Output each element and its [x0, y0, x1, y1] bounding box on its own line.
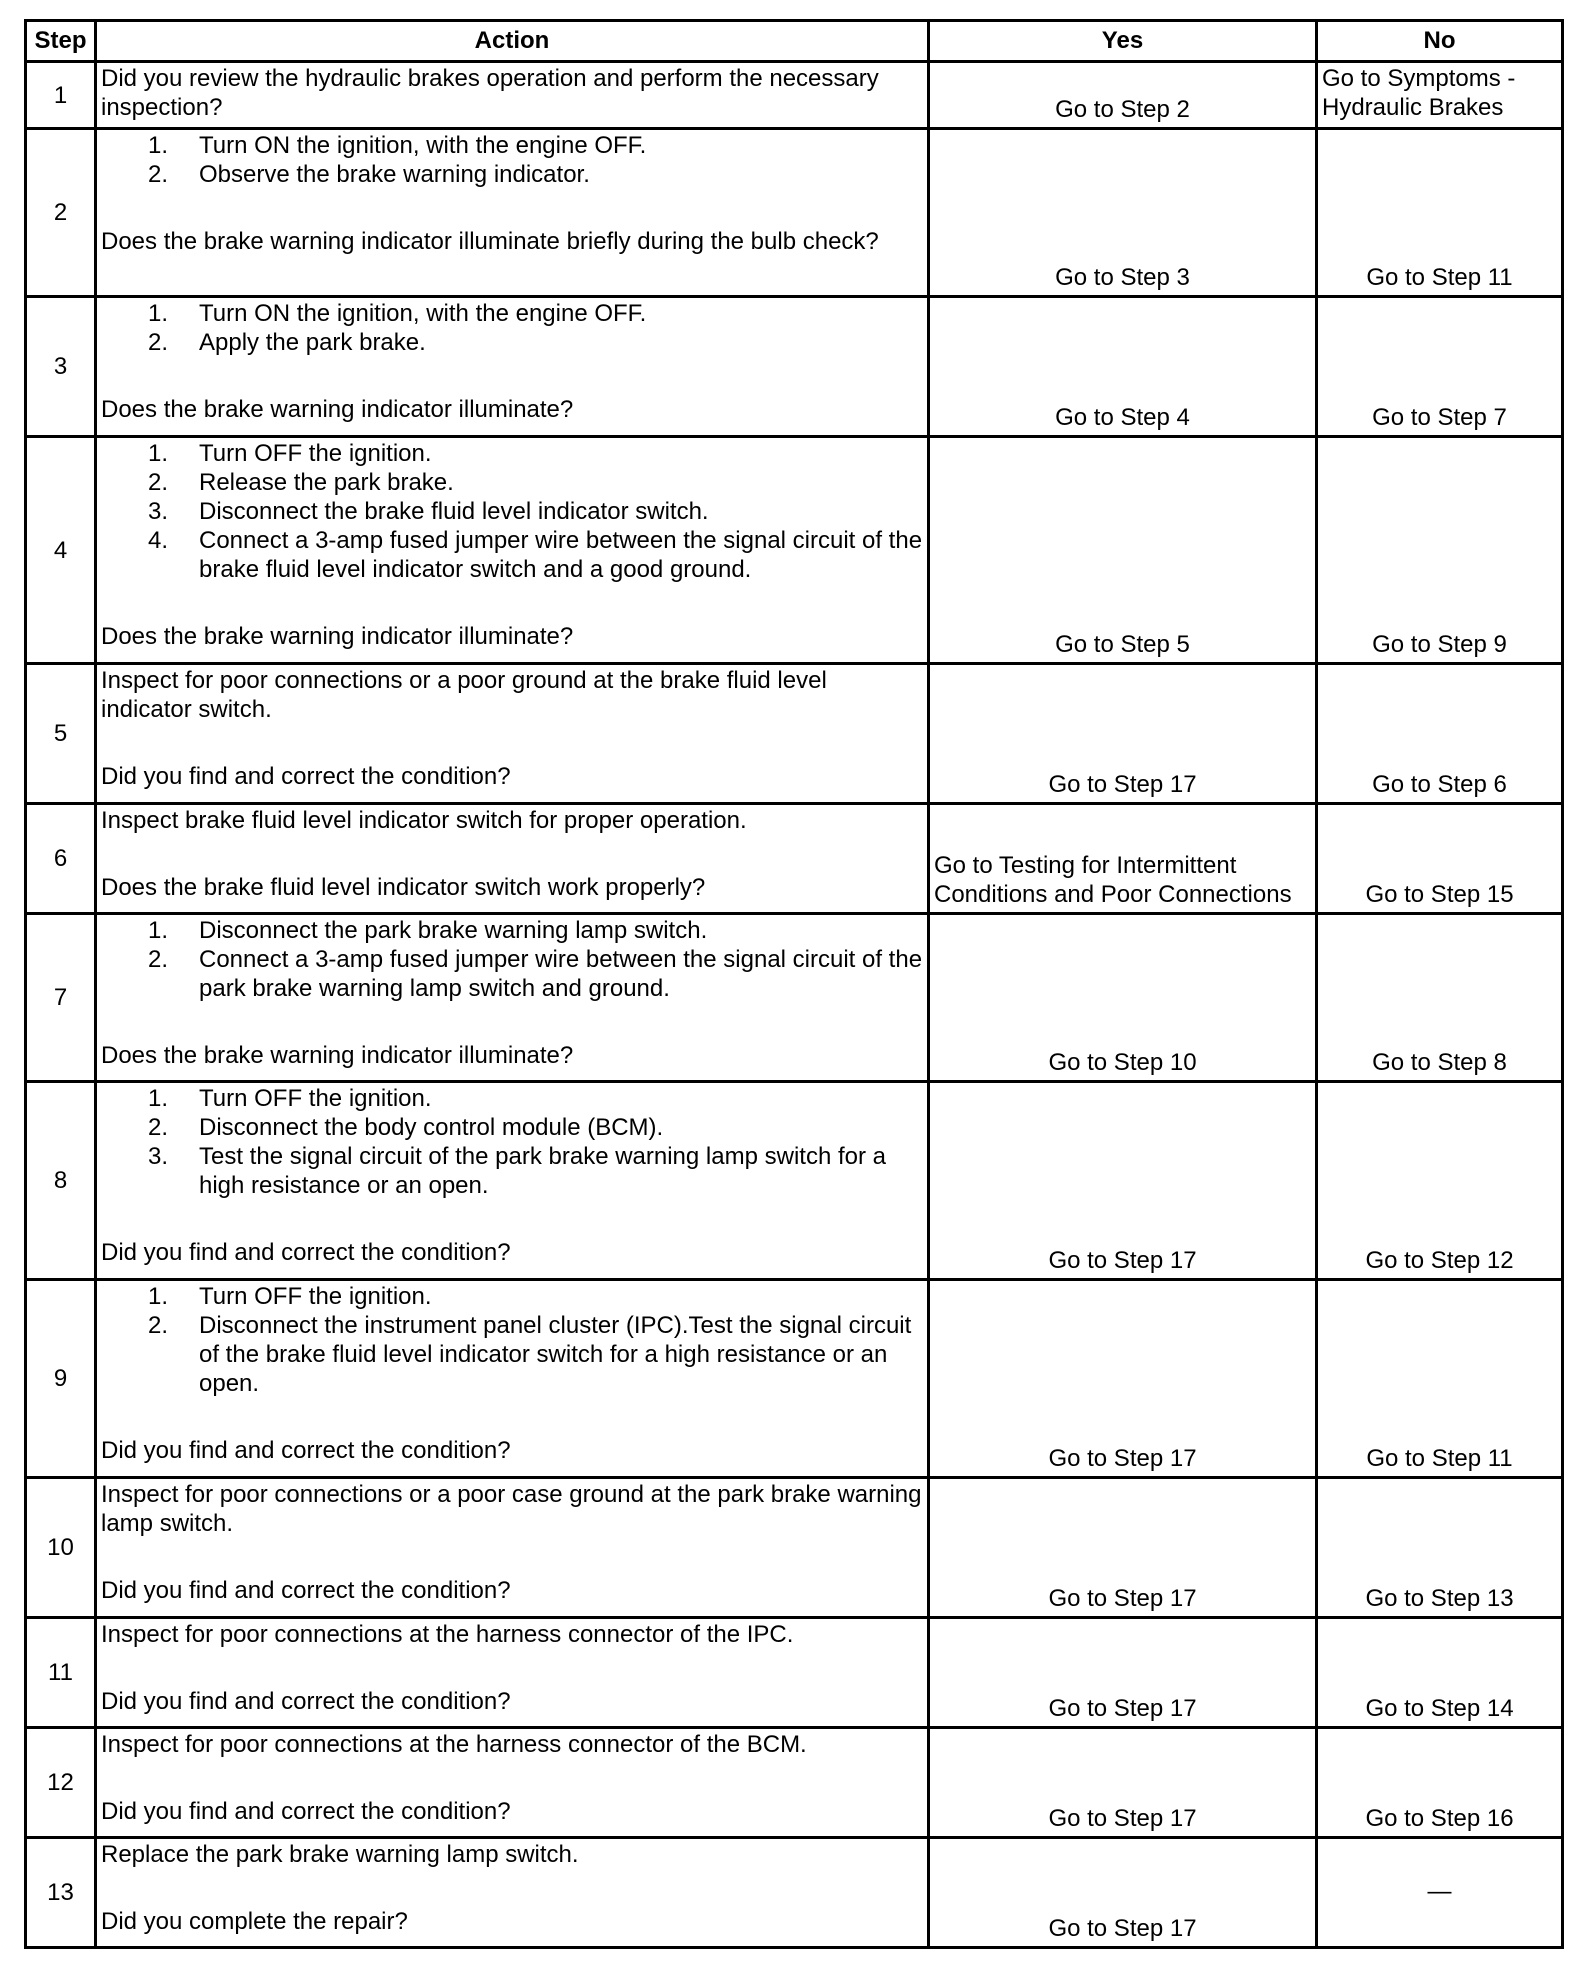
action-text: Inspect for poor connections or a poor ground at the brake fluid level indicator switch.: [101, 667, 827, 723]
no-cell: Go to Step 8: [1317, 914, 1563, 1082]
question-text: Did you find and correct the condition?: [101, 1577, 511, 1604]
step-number: 10: [26, 1478, 96, 1618]
diagnostic-table-container: [24, 19, 1561, 1949]
question-text: Did you find and correct the condition?: [101, 1688, 511, 1715]
action-cell: [96, 437, 929, 664]
yes-cell: Go to Step 17: [929, 1280, 1317, 1478]
table-row: [26, 129, 1563, 297]
table-row: [26, 804, 1563, 914]
table-row: [26, 1478, 1563, 1618]
instruction-list: [101, 1084, 923, 1200]
question-text: Did you find and correct the condition?: [101, 1239, 511, 1266]
list-item: 2. Apply the park brake.: [147, 329, 426, 356]
instruction-list: [101, 299, 923, 357]
question-text: Did you complete the repair?: [101, 1908, 408, 1935]
table-row: [26, 1728, 1563, 1838]
step-number: 8: [26, 1082, 96, 1280]
list-item: 1. Turn OFF the ignition.: [147, 1085, 432, 1112]
question-text: Did you find and correct the condition?: [101, 1798, 511, 1825]
list-item: 2. Disconnect the instrument panel cluster (IPC).Test the signal circuit of the brake fluid level indicator switch for a high resistance or an open.: [147, 1312, 912, 1397]
no-cell: Go to Step 14: [1317, 1618, 1563, 1728]
yes-cell: Go to Step 17: [929, 1478, 1317, 1618]
no-cell: Go to Step 7: [1317, 297, 1563, 437]
list-item: 2. Observe the brake warning indicator.: [147, 161, 590, 188]
table-row: [26, 1082, 1563, 1280]
step-number: 5: [26, 664, 96, 804]
no-cell: Go to Step 13: [1317, 1478, 1563, 1618]
no-cell: Go to Step 11: [1317, 129, 1563, 297]
list-item: 4. Connect a 3-amp fused jumper wire between the signal circuit of the brake fluid level indicator switch and a good ground.: [147, 527, 923, 583]
step-number: 2: [26, 129, 96, 297]
table-row: [26, 297, 1563, 437]
step-number: 3: [26, 297, 96, 437]
action-text: Inspect for poor connections at the harness connector of the IPC.: [101, 1621, 794, 1648]
instruction-list: [101, 1282, 923, 1398]
list-item: 2. Connect a 3-amp fused jumper wire between the signal circuit of the park brake warning lamp switch and ground.: [147, 946, 923, 1002]
yes-cell: Go to Step 17: [929, 1728, 1317, 1838]
question-text: Did you find and correct the condition?: [101, 763, 511, 790]
action-cell: [96, 1478, 929, 1618]
step-number: 9: [26, 1280, 96, 1478]
list-item: 1. Turn ON the ignition, with the engine OFF.: [147, 132, 647, 159]
step-number: 11: [26, 1618, 96, 1728]
yes-cell: Go to Step 4: [929, 297, 1317, 437]
question-text: Does the brake warning indicator illuminate?: [101, 396, 574, 423]
step-number: 6: [26, 804, 96, 914]
header-step: Step: [26, 21, 96, 62]
list-item: 1. Turn ON the ignition, with the engine OFF.: [147, 300, 647, 327]
yes-cell: Go to Testing for Intermittent Conditions and Poor Connections: [929, 804, 1317, 914]
no-cell: —: [1317, 1838, 1563, 1948]
action-cell: [96, 1728, 929, 1838]
action-cell: [96, 1618, 929, 1728]
action-cell: [96, 62, 929, 129]
step-number: 7: [26, 914, 96, 1082]
no-cell: Go to Step 9: [1317, 437, 1563, 664]
no-cell: Go to Symptoms - Hydraulic Brakes: [1317, 62, 1563, 129]
yes-cell: Go to Step 10: [929, 914, 1317, 1082]
step-number: 13: [26, 1838, 96, 1948]
header-yes: Yes: [929, 21, 1317, 62]
list-item: 2. Release the park brake.: [147, 469, 454, 496]
yes-cell: Go to Step 17: [929, 1838, 1317, 1948]
action-cell: [96, 1082, 929, 1280]
table-row: [26, 664, 1563, 804]
action-text: Replace the park brake warning lamp switch.: [101, 1841, 579, 1868]
action-text: Inspect brake fluid level indicator switch for proper operation.: [101, 807, 747, 834]
yes-cell: Go to Step 5: [929, 437, 1317, 664]
no-cell: Go to Step 15: [1317, 804, 1563, 914]
step-number: 12: [26, 1728, 96, 1838]
action-cell: [96, 129, 929, 297]
list-item: 3. Disconnect the brake fluid level indicator switch.: [147, 498, 709, 525]
table-row: [26, 1618, 1563, 1728]
instruction-list: [101, 131, 923, 189]
yes-cell: Go to Step 17: [929, 1618, 1317, 1728]
no-cell: Go to Step 12: [1317, 1082, 1563, 1280]
header-action: Action: [96, 21, 929, 62]
instruction-list: [101, 439, 923, 584]
table-row: [26, 1280, 1563, 1478]
action-cell: [96, 297, 929, 437]
yes-cell: Go to Step 17: [929, 664, 1317, 804]
yes-cell: Go to Step 17: [929, 1082, 1317, 1280]
table-row: [26, 914, 1563, 1082]
yes-cell: Go to Step 3: [929, 129, 1317, 297]
action-cell: [96, 804, 929, 914]
question-text: Does the brake warning indicator illuminate?: [101, 1042, 574, 1069]
header-row: [26, 21, 1563, 62]
list-item: 3. Test the signal circuit of the park brake warning lamp switch for a high resistance or an open.: [147, 1143, 886, 1199]
action-text: Inspect for poor connections or a poor case ground at the park brake warning lamp switch.: [101, 1481, 922, 1537]
question-text: Did you find and correct the condition?: [101, 1437, 511, 1464]
list-item: 1. Turn OFF the ignition.: [147, 440, 432, 467]
step-number: 4: [26, 437, 96, 664]
no-cell: Go to Step 16: [1317, 1728, 1563, 1838]
action-cell: [96, 1280, 929, 1478]
list-item: 1. Turn OFF the ignition.: [147, 1283, 432, 1310]
action-text: Did you review the hydraulic brakes operation and perform the necessary inspection?: [101, 65, 879, 121]
no-cell: Go to Step 6: [1317, 664, 1563, 804]
table-row: [26, 437, 1563, 664]
table-row: [26, 1838, 1563, 1948]
action-cell: [96, 914, 929, 1082]
question-text: Does the brake fluid level indicator switch work properly?: [101, 874, 706, 901]
question-text: Does the brake warning indicator illuminate?: [101, 623, 574, 650]
action-text: Inspect for poor connections at the harness connector of the BCM.: [101, 1731, 807, 1758]
instruction-list: [101, 916, 923, 1003]
no-cell: Go to Step 11: [1317, 1280, 1563, 1478]
step-number: 1: [26, 62, 96, 129]
action-cell: [96, 664, 929, 804]
list-item: 1. Disconnect the park brake warning lamp switch.: [147, 917, 708, 944]
table-row: [26, 62, 1563, 129]
list-item: 2. Disconnect the body control module (BCM).: [147, 1114, 664, 1141]
question-text: Does the brake warning indicator illuminate briefly during the bulb check?: [101, 228, 879, 255]
yes-cell: Go to Step 2: [929, 62, 1317, 129]
action-cell: [96, 1838, 929, 1948]
diagnostic-table: [24, 19, 1564, 1949]
header-no: No: [1317, 21, 1563, 62]
